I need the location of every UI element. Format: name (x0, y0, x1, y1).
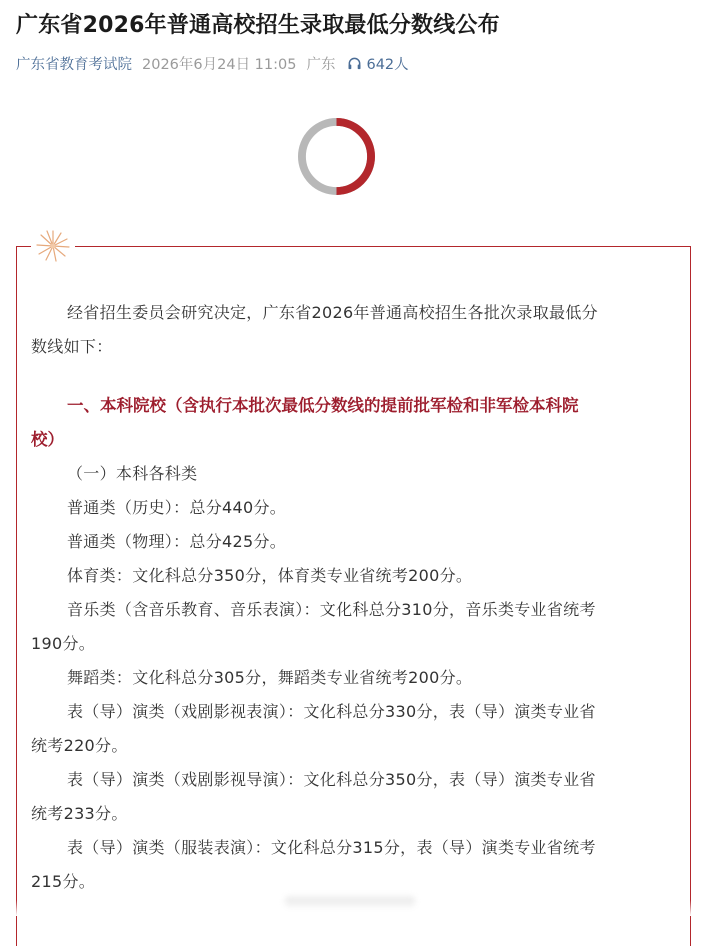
intro-paragraph (31, 296, 681, 364)
list-item-text: 普通类（物理）：总分425分。 (67, 532, 287, 551)
list-item-text: 表（导）演类（戏剧影视导演）：文化科总分350分，表（导）演类专业省 (67, 770, 596, 789)
list-item-text: 表（导）演类（服装表演）：文化科总分315分，表（导）演类专业省统考 (67, 838, 596, 857)
list-item (31, 593, 681, 661)
headphones-icon (347, 56, 362, 71)
list-item-text: 表（导）演类（戏剧影视表演）：文化科总分330分，表（导）演类专业省 (67, 702, 596, 721)
listen-count-value: 642人 (366, 56, 409, 73)
publish-time: 2026年6月24日 11:05 (142, 56, 297, 73)
list-item-text: 普通类（历史）：总分440分。 (67, 498, 287, 517)
list-item-text: 舞蹈类：文化科总分305分，舞蹈类专业省统考200分。 (67, 668, 473, 687)
bottom-fade (0, 900, 705, 916)
list-item-text: 音乐类（含音乐教育、音乐表演）：文化科总分310分，音乐类专业省统考 (67, 600, 596, 619)
listen-count[interactable] (347, 53, 408, 74)
list-item (31, 525, 681, 559)
spinner-progress-arc (337, 122, 372, 191)
section-heading (31, 389, 681, 457)
list-item-text: 215分。 (31, 872, 96, 891)
list-item (31, 491, 681, 525)
list-item-text: 统考220分。 (31, 736, 128, 755)
list-item (31, 831, 681, 899)
section-heading-line: 一、本科院校（含执行本批次最低分数线的提前批军检和非军检本科院 (67, 396, 579, 415)
region-label: 广东 (306, 56, 336, 73)
source-link[interactable]: 广东省教育考试院 (16, 56, 132, 73)
loading-spinner (297, 117, 376, 196)
intro-line: 数线如下： (31, 337, 113, 356)
list-item (31, 559, 681, 593)
section-heading-line: 校） (31, 430, 64, 449)
article-meta (16, 53, 409, 73)
list-item (31, 763, 681, 831)
article-title: 广东省2026年普通高校招生录取最低分数线公布 (16, 13, 500, 38)
list-item-text: 体育类：文化科总分350分，体育类专业省统考200分。 (67, 566, 473, 585)
list-item (31, 695, 681, 763)
score-list (31, 491, 681, 899)
subsection-heading: （一）本科各科类 (67, 464, 198, 483)
list-item (31, 661, 681, 695)
intro-line: 经省招生委员会研究决定，广东省2026年普通高校招生各批次录取最低分 (67, 303, 598, 322)
list-item-text: 190分。 (31, 634, 96, 653)
list-item-text: 统考233分。 (31, 804, 128, 823)
firework-burst-icon (31, 226, 75, 266)
article-body (31, 296, 681, 899)
